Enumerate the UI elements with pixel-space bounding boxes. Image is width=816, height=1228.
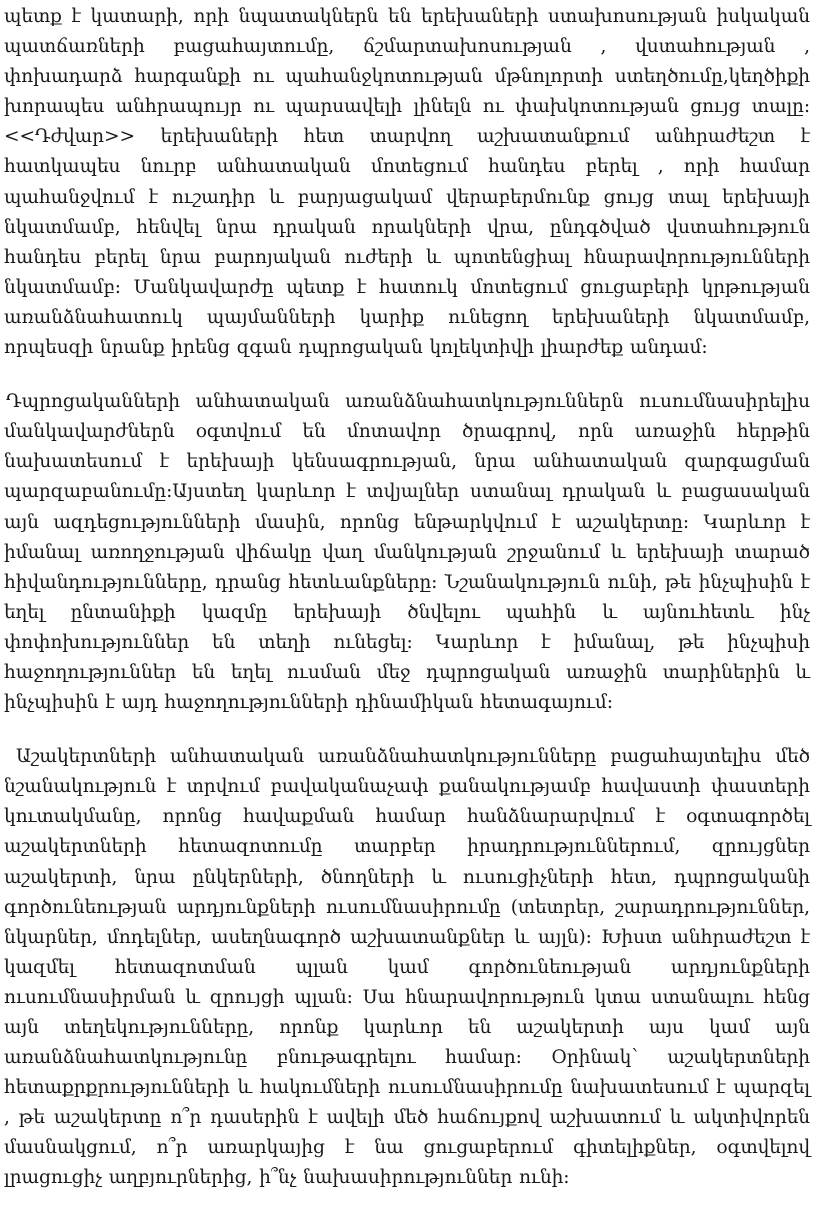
paragraph-2: Դպրոցականների անհատական առանձնահատկություններն ուսումնասիրելիս մանկավարժներն օգտվում են մոտավոր ծրագրով, որն առաջին հերթին նախատեսում է երեխայի կենսագրության, նրա անհատական զարգացման պարզաբանումը:Այստեղ կարևոր է տվյալներ ստանալ դրական և բացասական այն ազդեցությունների մասին, որոնց ենթարկվում է աշակերտը: Կարևոր է իմանալ առողջության վիճակը վաղ մանկության շրջանում և երեխայի տարած հիվանդությունները, դրանց հետևանքները: Նշանակություն ունի, թե ինչպիսին է եղել ընտանիքի կազմը երեխայի ծնվելու պահին և այնուհետև ինչ փոփոխություններ են տեղի ունեցել: Կարևոր է իմանալ, թե ինչպիսի հաջողություններ են եղել ուսման մեջ դպրոցական առաջին տարիներին և ինչպիսին է այդ հաջողությունների դինամիկան հետագայում: [4,391,810,714]
paragraph-3: Աշակերտների անհատական առանձնահատկությունները բացահայտելիս մեծ նշանակություն է տրվում բավականաչափ քանակությամբ հավաստի փաստերի կուտակմանը, որոնց հավաքման համար հանձնարարվում է օգտագործել աշակերտների հետազոտումը տարբեր իրադրություններում, զրույցներ աշակերտի, նրա ընկերների, ծնողների և ուսուցիչների հետ, դպրոցականի գործունեության արդյունքների ուսումնասիրումը (տետրեր, շարադրություններ, նկարներ, մոդելներ, ասեղնագործ աշխատանքներ և այլն): Խիստ անհրաժեշտ է կազմել հետազոտման պլան կամ գործունեության արդյունքների ուսումնասիրման և զրույցի պլան: Սա հնարավորություն կտա ստանալու հենց այն տեղեկությունները, որոնք կարևոր են աշակերտի այս կամ այն առանձնահատկությունը բնութագրելու համար: Օրինակ՝ աշակերտների հետաքրքրությունների և հակումների ուսումնասիրումը նախատեսում է պարզել , թե աշակերտը ո՞ր դասերին է ավելի մեծ հաճույքով աշխատում և ակտիվորեն մասնակցում, ո՞ր առարկայից է նա ցուցաբերում գիտելիքներ, օգտվելով լրացուցիչ աղբյուրներից, ի՞նչ նախասիրություններ ունի: [4,746,810,1189]
paragraph-1: պետք է կատարի, որի նպատակներն են երեխաների ստախոսության իսկական պատճառների բացահայտումը, ճշմարտախոսության , վստահության , փոխադարձ հարգանքի ու պահանջկոտության մթնոլորտի ստեղծումը,կեղծիքի խորապես անհրապույր ու պարսավելի լինելն ու փախկոտության ցույց տալը: <<Դժվար>> երեխաների հետ տարվող աշխատանքում անհրաժեշտ է հատկապես նուրբ անհատական մոտեցում հանդես բերել , որի համար պահանջվում է ուշադիր և բարյացակամ վերաբերմունք ցույց տալ երեխայի նկատմամբ, հենվել նրա դրական որակների վրա, ընդգծված վստահություն հանդես բերել նրա բարոյական ուժերի և պոտենցիալ հնարավորությունների նկատմամբ: Մանկավարժը պետք է հատուկ մոտեցում ցուցաբերի կրթության առանձնահատուկ պայմանների կարիք ունեցող երեխաների նկատմամբ, որպեսզի նրանք իրենց զգան դպրոցական կոլեկտիվի լիարժեք անդամ: [4,6,810,359]
